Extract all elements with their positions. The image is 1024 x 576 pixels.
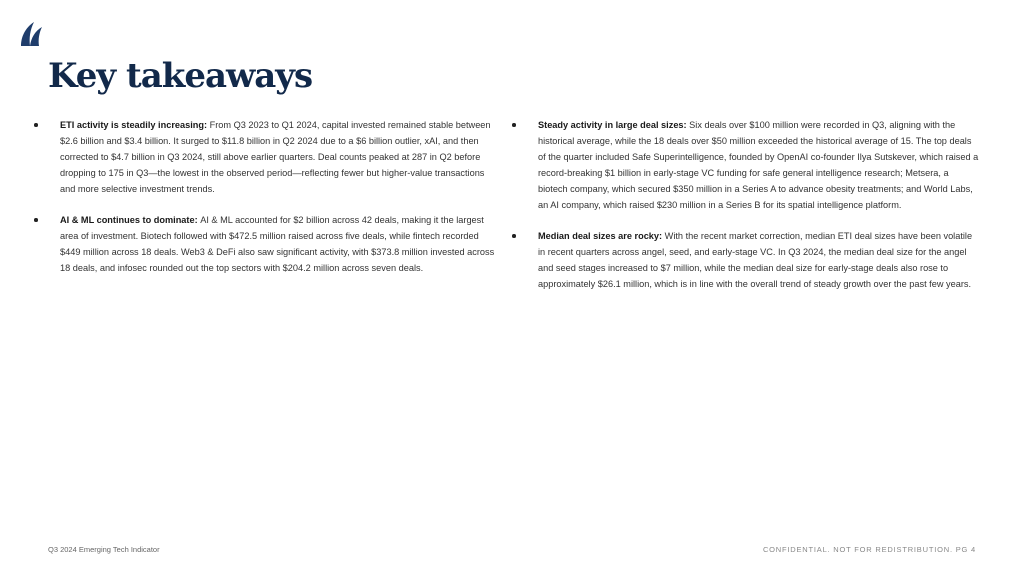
footer-confidential-page: CONFIDENTIAL. NOT FOR REDISTRIBUTION. PG 4 bbox=[762, 545, 976, 554]
takeaway-heading: Median deal sizes are rocky: bbox=[538, 231, 665, 241]
sail-logo-icon bbox=[18, 20, 44, 48]
takeaway-item bbox=[510, 228, 980, 292]
left-column bbox=[32, 117, 496, 291]
takeaway-heading: Steady activity in large deal sizes: bbox=[538, 120, 690, 130]
right-column bbox=[510, 117, 980, 307]
takeaway-text: Six deals over $100 million were recorded in Q3, aligning with the historical average, while the 18 deals over $50 million exceeded the historical average of 15. The top deals of the quarter included Safe Superintelligence, founded by OpenAI co-founder Ilya Sutskever, which raised a record-breaking $1 billion in early-stage VC funding for safe general intelligence research; Metsera, a biotech company, which secured $350 million in a Series A to advance obesity treatments; and World Labs, an AI company, which raised $230 million in a Series B for its spatial intelligence platform. bbox=[538, 120, 979, 210]
takeaway-item bbox=[32, 117, 496, 197]
takeaway-text: From Q3 2023 to Q1 2024, capital invested remained stable between $2.6 billion and $3.4 billion. It surged to $11.8 billion in Q2 2024 due to a $6 billion outlier, xAI, and then corrected to $4.7 billion in Q3 2024, still above earlier quarters. Deal counts peaked at 287 in Q2 before dropping to 175 in Q3—the lowest in the observed period—reflecting fewer but higher-value transactions and more selective investment trends. bbox=[60, 120, 491, 194]
takeaway-item bbox=[32, 212, 496, 276]
takeaway-item bbox=[510, 117, 980, 213]
footer-report-name: Q3 2024 Emerging Tech Indicator bbox=[48, 545, 160, 554]
takeaway-heading: ETI activity is steadily increasing: bbox=[60, 120, 210, 130]
takeaway-text: With the recent market correction, median ETI deal sizes have been volatile in recent quarters across angel, seed, and early-stage VC. In Q3 2024, the median deal size for the angel and seed stages increased to $7 million, while the median deal size for early-stage deals also rose to approximately $26.1 million, which is in line with the overall trend of steady growth over the past few years. bbox=[538, 231, 973, 289]
takeaway-heading: AI & ML continues to dominate: bbox=[60, 215, 201, 225]
page-title: Key takeaways bbox=[48, 56, 313, 96]
takeaway-text: AI & ML accounted for $2 billion across 42 deals, making it the largest area of investment. Biotech followed with $472.5 million raised across five deals, while fintech recorded $449 million across 18 deals. Web3 & DeFi also saw significant activity, with $373.8 million invested across 18 deals, and infosec rounded out the top sectors with $204.2 million across seven deals. bbox=[60, 215, 495, 273]
